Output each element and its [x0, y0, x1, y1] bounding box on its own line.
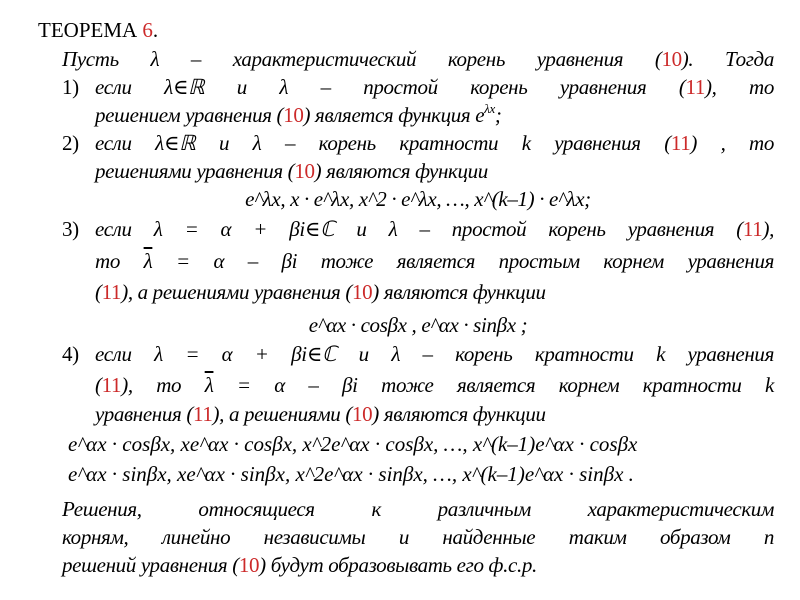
item-4-number: 4): [62, 342, 79, 366]
item-4-formula-sin: e^αx · sinβx, xe^αx · sinβx, x^2e^αx · sinβx, …, x^(k–1)e^αx · sinβx .: [68, 462, 634, 486]
item-3-number: 3): [62, 217, 79, 241]
ref-10: 10: [661, 47, 682, 71]
ref-11: 11: [685, 75, 706, 99]
ref-11: 11: [101, 373, 122, 397]
ref-11: 11: [192, 402, 213, 426]
item-2-formula: e^λx, x · e^λx, x^2 · e^λx, …, x^(k–1) · e^λx;: [245, 187, 591, 211]
item-4-line-1: 4) если λ = α + βi∈ℂ и λ – корень кратности k уравнения: [62, 342, 774, 366]
item-2-number: 2): [62, 131, 79, 155]
ref-11: 11: [742, 217, 763, 241]
ref-11: 11: [670, 131, 691, 155]
ref-10: 10: [351, 402, 373, 426]
item-1-number: 1): [62, 75, 79, 99]
theorem-dot: .: [152, 18, 159, 42]
item-1-line-2: решением уравнения (10) является функция $e^{\lambda x}$;: [95, 101, 502, 127]
item-4-line-3: уравнения (11), а решениями (10) являются функции: [95, 402, 546, 426]
lambda-conjugate: $\overline{\lambda}$: [204, 373, 214, 397]
item-4-line-2: (11), то $\overline{\lambda} = \alpha - \beta i$ тоже является корнем кратности k: [95, 373, 774, 397]
theorem-intro: Пусть λ – характеристический корень уравнения (10). Тогда: [62, 47, 774, 71]
item-3-line-1: 3) если λ = α + βi∈ℂ и λ – простой корень уравнения (11),: [62, 217, 774, 241]
ref-10: 10: [351, 280, 373, 304]
item-3-formula: e^αx · cosβx , e^αx · sinβx ;: [308, 313, 528, 337]
theorem-heading: [38, 17, 158, 43]
item-3-line-2: то $\overline{\lambda} = \alpha - \beta i$ тоже является простым корнем уравнения: [95, 249, 775, 273]
lambda-conjugate: $\overline{\lambda}$: [143, 249, 153, 273]
theorem-number: 6: [142, 18, 153, 42]
conclusion-line-1: Решения, относящиеся к различным характеристическим: [62, 497, 774, 521]
item-1-line-1: 1) если λ∈ℝ и λ – простой корень уравнения (11), то: [62, 75, 774, 99]
item-4-formula-cos: e^αx · cosβx, xe^αx · cosβx, x^2e^αx · cosβx, …, x^(k–1)e^αx · cosβx: [68, 432, 638, 456]
theorem-word: ТЕОРЕМА: [38, 18, 138, 42]
ref-10: 10: [294, 159, 315, 183]
ref-11: 11: [101, 280, 122, 304]
item-3-line-3: (11), а решениями уравнения (10) являются функции: [95, 280, 546, 304]
ref-10: 10: [283, 103, 304, 127]
exponent: λx: [484, 101, 495, 116]
conclusion-line-2: корням, линейно независимы и найденные таким образом n: [62, 525, 774, 549]
item-2-line-1: 2) если λ∈ℝ и λ – корень кратности k уравнения (11) , то: [62, 131, 775, 155]
item-2-line-2: решениями уравнения (10) являются функции: [95, 159, 488, 183]
conclusion-line-3: решений уравнения (10) будут образовывать его ф.с.р.: [62, 553, 537, 577]
ref-10: 10: [238, 553, 260, 577]
